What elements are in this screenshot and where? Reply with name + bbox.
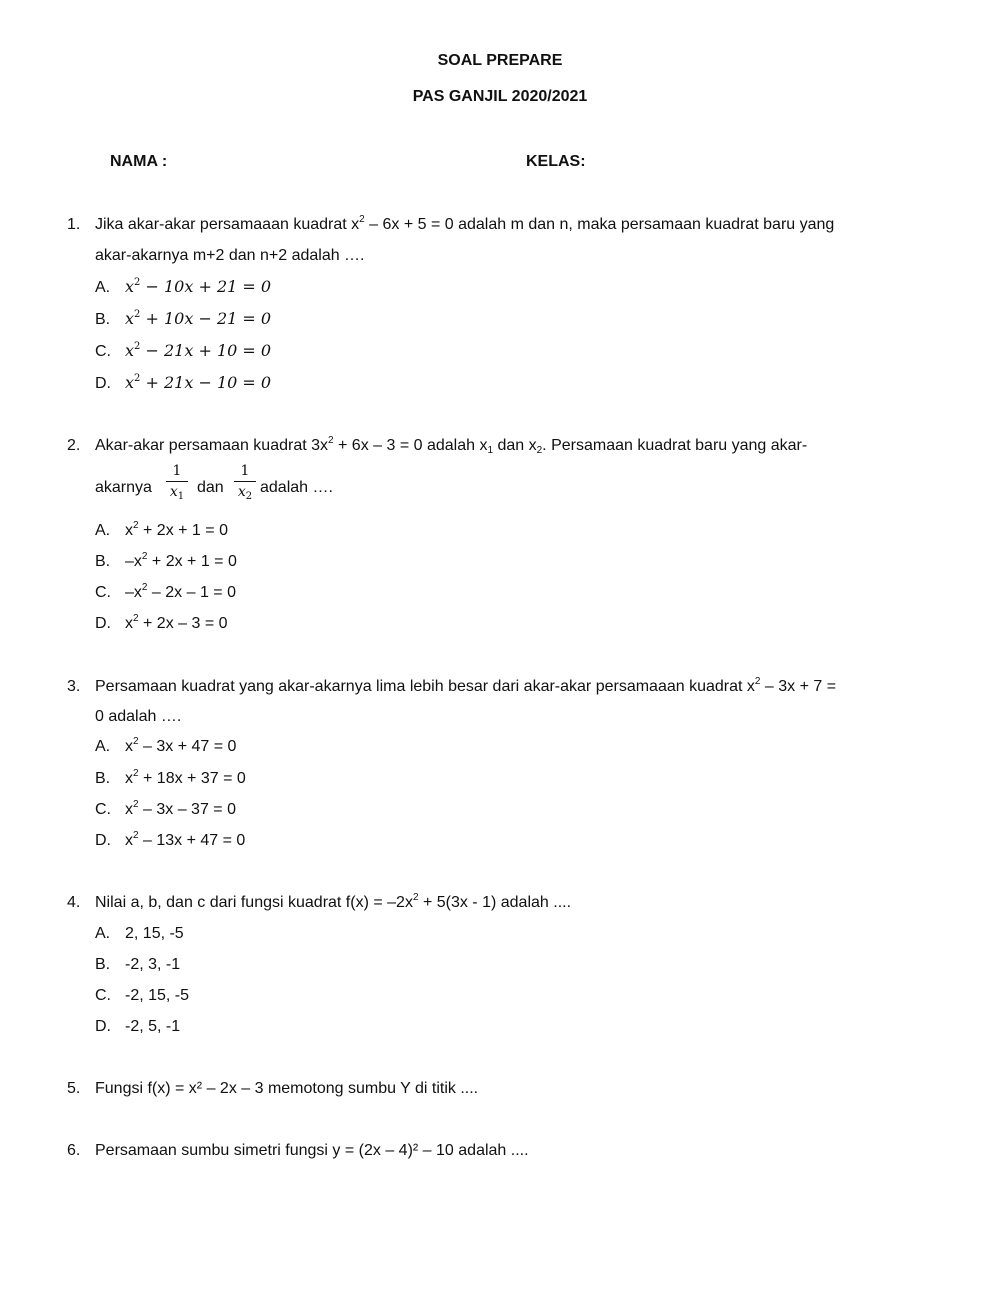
question-text: Akar-akar persamaan kuadrat $3x^2 + 6x - 3 = 0$ adalah $x_1$ dan $x_2$. Persamaan kuadrat baru yang akar- bbox=[95, 435, 808, 456]
question-text: 0 adalah …. bbox=[95, 708, 182, 725]
option-c[interactable]: $-x^2 - 2x - 1 = 0$ bbox=[125, 582, 236, 601]
option-letter: D. bbox=[95, 615, 111, 632]
option-letter: D. bbox=[95, 832, 111, 849]
option-b[interactable]: $-x^2 + 2x + 1 = 0$ bbox=[125, 551, 237, 570]
option-letter: A. bbox=[95, 522, 111, 539]
option-d[interactable]: $x^2 - 13x + 47 = 0$ bbox=[125, 830, 246, 849]
option-c[interactable]: -2, 15, -5 bbox=[125, 987, 190, 1004]
question-text: adalah …. bbox=[260, 479, 333, 496]
option-letter: C. bbox=[95, 584, 111, 601]
option-b[interactable]: $x^2 + 18x + 37 = 0$ bbox=[125, 768, 246, 787]
question-number: 1. bbox=[67, 216, 81, 233]
option-letter: B. bbox=[95, 311, 111, 328]
question-text: akarnya bbox=[95, 479, 152, 496]
question-number: 5. bbox=[67, 1080, 81, 1097]
option-d[interactable]: -2, 5, -1 bbox=[125, 1018, 181, 1035]
question-text: Jika akar-akar persamaaan kuadrat $x^2 - 6x + 5 = 0$ adalah m dan n, maka persamaan kuadrat baru yang bbox=[95, 214, 835, 233]
question-number: 3. bbox=[67, 678, 81, 695]
question-number: 2. bbox=[67, 437, 81, 454]
kelas-label: KELAS: bbox=[526, 153, 586, 170]
option-d[interactable]: $x^2 + 2x - 3 = 0$ bbox=[125, 613, 228, 632]
question-text: akar-akarnya m+2 dan n+2 adalah …. bbox=[95, 247, 365, 264]
fraction-1-over-x2: 1 $x_2$ bbox=[234, 463, 256, 500]
option-letter: B. bbox=[95, 770, 111, 787]
option-letter: D. bbox=[95, 375, 111, 392]
option-a[interactable]: $x^2 - 3x + 47 = 0$ bbox=[125, 736, 237, 755]
option-letter: B. bbox=[95, 553, 111, 570]
question-text: Persamaan kuadrat yang akar-akarnya lima lebih besar dari akar-akar persamaaan kuadrat $x^2 - 3x + 7$ = bbox=[95, 676, 837, 695]
option-a[interactable]: 2, 15, -5 bbox=[125, 925, 184, 942]
document-subtitle: PAS GANJIL 2020/2021 bbox=[412, 88, 588, 105]
option-letter: C. bbox=[95, 801, 111, 818]
option-letter: A. bbox=[95, 738, 111, 755]
question-number: 4. bbox=[67, 894, 81, 911]
option-a[interactable]: $x^2 + 2x + 1 = 0$ bbox=[125, 520, 228, 539]
question-number: 6. bbox=[67, 1142, 81, 1159]
option-a[interactable]: $x^2 - 10x + 21 = 0$ bbox=[125, 277, 272, 296]
option-c[interactable]: $x^2 - 21x + 10 = 0$ bbox=[125, 341, 272, 360]
option-b[interactable]: -2, 3, -1 bbox=[125, 956, 181, 973]
question-text: Nilai a, b, dan c dari fungsi kuadrat $f(x) = -2x^2 + 5(3x - 1)$ adalah .... bbox=[95, 892, 572, 911]
fraction-1-over-x1: 1 $x_1$ bbox=[166, 463, 188, 500]
question-text: Persamaan sumbu simetri fungsi y = (2x – 4)² – 10 adalah .... bbox=[95, 1142, 529, 1159]
question-text: Fungsi f(x) = x² – 2x – 3 memotong sumbu Y di titik .... bbox=[95, 1080, 479, 1097]
question-text: dan bbox=[197, 479, 224, 496]
option-letter: A. bbox=[95, 279, 111, 296]
option-d[interactable]: $x^2 + 21x - 10 = 0$ bbox=[125, 373, 272, 392]
option-c[interactable]: $x^2 - 3x - 37 = 0$ bbox=[125, 799, 236, 818]
option-letter: C. bbox=[95, 987, 111, 1004]
nama-label: NAMA : bbox=[110, 153, 168, 170]
option-letter: D. bbox=[95, 1018, 111, 1035]
option-letter: C. bbox=[95, 343, 111, 360]
option-letter: B. bbox=[95, 956, 111, 973]
option-letter: A. bbox=[95, 925, 111, 942]
option-b[interactable]: $x^2 + 10x - 21 = 0$ bbox=[125, 309, 272, 328]
document-title: SOAL PREPARE bbox=[437, 52, 563, 69]
